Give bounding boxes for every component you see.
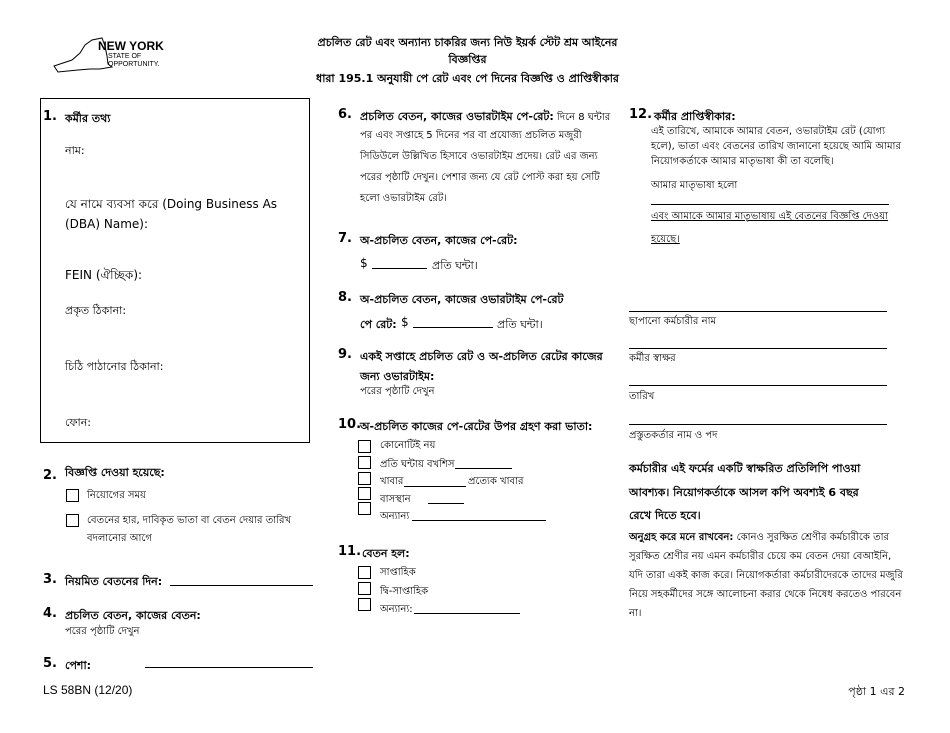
s4-number: 4. <box>43 606 57 621</box>
s8-dollar: $ <box>401 315 409 329</box>
s11-opt3-checkbox[interactable] <box>358 598 371 611</box>
s11-opt3-label: অন্যান্য: <box>380 604 413 615</box>
s6-line2: পর এবং সপ্তাহে 5 দিনের পর বা প্রযোজ্য প্রচলিত মজুরী <box>360 130 582 141</box>
s2-opt2-label-a: বেতনের হার, দাবিকৃত ভাতা বা বেতন দেয়ার তারিখ <box>87 515 292 526</box>
s9-note: পরের পৃষ্ঠাটি দেখুন <box>360 386 435 397</box>
s10-opt3-suffix: প্রত্যেক খাবার <box>468 476 524 487</box>
s9-number: 9. <box>338 347 352 362</box>
s11-opt1-label: সাপ্তাহিক <box>380 567 416 578</box>
s7-number: 7. <box>338 231 352 246</box>
s10-opt4-input[interactable] <box>428 503 464 504</box>
remember-line2: সুরক্ষিত শ্রেণীর নয় এমন কর্মচারীর চেয়ে কম বেতন দেয়া বেআইনি, <box>629 551 892 562</box>
s10-opt2-checkbox[interactable] <box>358 456 371 469</box>
s10-opt1-checkbox[interactable] <box>358 440 371 453</box>
s3-number: 3. <box>43 572 57 587</box>
s1-name-label: নাম: <box>65 144 85 157</box>
s10-opt5-input[interactable] <box>412 520 546 521</box>
s10-opt4-checkbox[interactable] <box>358 487 371 500</box>
s4-note: পরের পৃষ্ঠাটি দেখুন <box>65 626 140 637</box>
remember-line4: নিয়ে সহকর্মীদের সঙ্গে আলোচনা করার থেকে নিষেধ করতেও পারবেন <box>629 589 902 600</box>
s6-line1-rest: দিনে 8 ঘন্টার <box>553 112 611 123</box>
printed-name-label: ছাপানো কর্মচারীর নাম <box>629 316 717 327</box>
header-line3: ধারা 195.1 অনুযায়ী পে রেট এবং পে দিনের বিজ্ঞপ্তি ও প্রাপ্তিস্বীকার <box>316 72 619 85</box>
s2-number: 2. <box>43 468 57 483</box>
signature-line[interactable] <box>629 348 887 349</box>
s2-opt2-checkbox[interactable] <box>66 514 79 527</box>
s6-number: 6. <box>338 107 352 122</box>
logo-line3: OPPORTUNITY. <box>108 61 160 68</box>
s6-line5: হলো ওভারটাইম রেট। <box>360 193 447 204</box>
s10-opt5-label: অন্যান্য <box>380 511 410 522</box>
date-label: তারিখ <box>629 391 655 402</box>
s7-dollar: $ <box>360 256 368 270</box>
page-number: পৃষ্ঠা 1 এর 2 <box>848 685 905 698</box>
s10-opt1-label: কোনোটিই নয় <box>380 440 436 451</box>
remember-line5: না। <box>629 608 642 619</box>
preparer-label: প্রস্তুতকর্তার নাম ও পদ <box>629 430 718 441</box>
notice-line2: আবশ্যক। নিয়োগকর্তাকে আসল কপি অবশ্যই 6 বছর <box>629 486 859 499</box>
notice-line1: কর্মচারীর এই ফর্মের একটি স্বাক্ষরিত প্রতিলিপি পাওয়া <box>629 462 861 475</box>
s12-line3: নিয়োগকর্তাকে আমার মাতৃভাষা কী তা বলেছি। <box>651 156 834 167</box>
remember-bold: অনুগ্রহ করে মনে রাখবেন: <box>629 532 734 543</box>
s8-number: 8. <box>338 290 352 305</box>
s10-title: অ-প্রচলিত কাজের পে-রেটের উপর গ্রহণ করা ভাতা: <box>360 420 593 433</box>
s2-opt1-checkbox[interactable] <box>66 489 79 502</box>
preparer-line[interactable] <box>629 424 887 425</box>
s5-title: পেশা: <box>65 659 92 672</box>
s12-ack-line1: এবং আমাকে আমার মাতৃভাষায় এই বেতনের বিজ্ঞপ্তি দেওয়া <box>651 211 889 222</box>
s10-opt2-label: প্রতি ঘন্টায় বখশিস <box>380 459 455 470</box>
s3-input-line[interactable] <box>170 585 313 586</box>
s5-number: 5. <box>43 656 57 671</box>
s7-per-hour: প্রতি ঘন্টা। <box>432 259 478 272</box>
signature-label: কর্মীর স্বাক্ষর <box>629 353 676 364</box>
s11-number: 11. <box>338 544 362 559</box>
s11-opt2-label: দ্বি-সাপ্তাহিক <box>380 586 429 597</box>
header-line1: প্রচলিত রেট এবং অন্যান্য চাকরির জন্য নিউ ইয়র্ক স্টেট শ্রম আইনের <box>317 36 618 49</box>
s6-line1-bold: প্রচলিত বেতন, কাজের ওভারটাইম পে-রেট: <box>360 110 554 123</box>
s10-opt5-checkbox[interactable] <box>358 502 371 515</box>
s10-number: 10. <box>338 417 362 432</box>
s4-title: প্রচলিত বেতন, কাজের বেতন: <box>65 609 201 622</box>
logo-line1: NEW YORK <box>98 39 164 53</box>
s5-input-line[interactable] <box>145 667 313 668</box>
s7-title: অ-প্রচলিত বেতন, কাজের পে-রেট: <box>360 234 518 247</box>
s10-opt4-label: বাসস্থান <box>380 494 411 505</box>
s11-opt2-checkbox[interactable] <box>358 582 371 595</box>
notice-line3: রেখে দিতে হবে। <box>629 509 701 522</box>
s1-mailing-label: চিঠি পাঠানোর ঠিকানা: <box>65 360 164 373</box>
s6-line4: পরের পৃষ্ঠাটি দেখুন। পেশার জন্য যে রেট পোস্ট করা হয় সেটি <box>360 172 600 183</box>
s2-title: বিজ্ঞপ্তি দেওয়া হয়েছে: <box>65 466 165 479</box>
s7-rate-input[interactable] <box>372 268 427 269</box>
s11-other-input[interactable] <box>414 613 520 614</box>
s12-title: কর্মীর প্রাপ্তিস্বীকার: <box>654 110 736 123</box>
s2-opt1-label: নিয়োগের সময় <box>87 490 146 501</box>
s1-title: কর্মীর তথ্য <box>65 112 111 125</box>
s9-line2: জন্য ওভারটাইম: <box>360 370 435 383</box>
s6-line1 <box>360 108 610 127</box>
s1-dba-label <box>65 194 305 234</box>
s10-opt2-input[interactable] <box>455 468 512 469</box>
s1-dba-text: যে নামে ব্যবসা করে (Doing Business As (DBA) Name): <box>65 197 278 231</box>
s12-line2: হলে), ভাতা এবং বেতনের তারিখ জানানো হয়েছে আমি আমার <box>651 141 901 152</box>
form-id: LS 58BN (12/20) <box>43 683 133 697</box>
remember-line1 <box>629 530 889 547</box>
header-line2: বিজ্ঞপ্তির <box>448 53 487 66</box>
s12-line1: এই তারিখে, আমাকে আমার বেতন, ওভারটাইম রেট (যোগ্য <box>651 126 886 137</box>
s2-opt2-label-b: বদলানোর আগে <box>87 533 152 544</box>
s12-lang-label: আমার মাতৃভাষা হলো <box>651 180 738 191</box>
logo-line2: STATE OF <box>108 53 142 60</box>
s8-per-hour: প্রতি ঘন্টা। <box>497 318 543 331</box>
s10-opt3-checkbox[interactable] <box>358 472 371 485</box>
s3-title: নিয়মিত বেতনের দিন: <box>65 575 163 588</box>
remember-line3: যদি তারা একই কাজ করে। নিয়োগকর্তারা কর্মচারীদেরকে তাদের মজুরি <box>629 570 903 581</box>
s12-ack-line2: হয়েছে। <box>651 234 680 245</box>
s10-opt3-label: খাবার <box>380 476 404 487</box>
s6-line3: সিডিউলে উল্লিখিত হিসাবে ওভারটাইম প্রদেয়। রেট এর জন্য <box>360 151 598 162</box>
ny-state-logo <box>50 36 170 76</box>
s12-number: 12. <box>629 107 653 122</box>
s8-rate-input[interactable] <box>413 327 493 328</box>
s1-fein-label: FEIN (ঐচ্ছিক): <box>65 268 143 282</box>
s9-line1: একই সপ্তাহে প্রচলিত রেট ও অ-প্রচলিত রেটের কাজের <box>360 350 603 363</box>
s1-number: 1. <box>43 109 57 124</box>
remember-l1-text: কোনও সুরক্ষিত শ্রেণীর কর্মচারীকে তার <box>733 532 890 543</box>
s1-physical-label: প্রকৃত ঠিকানা: <box>65 304 127 317</box>
printed-name-line[interactable] <box>629 311 887 312</box>
date-line[interactable] <box>629 385 887 386</box>
s11-title: বেতন হল: <box>362 547 410 560</box>
s8-title: অ-প্রচলিত বেতন, কাজের ওভারটাইম পে-রেট <box>360 293 564 306</box>
s11-opt1-checkbox[interactable] <box>358 566 371 579</box>
s12-lang-input[interactable] <box>651 204 889 205</box>
s1-phone-label: ফোন: <box>65 416 91 429</box>
s10-opt3-input[interactable] <box>404 486 466 487</box>
s8-label: পে রেট: <box>360 318 397 331</box>
